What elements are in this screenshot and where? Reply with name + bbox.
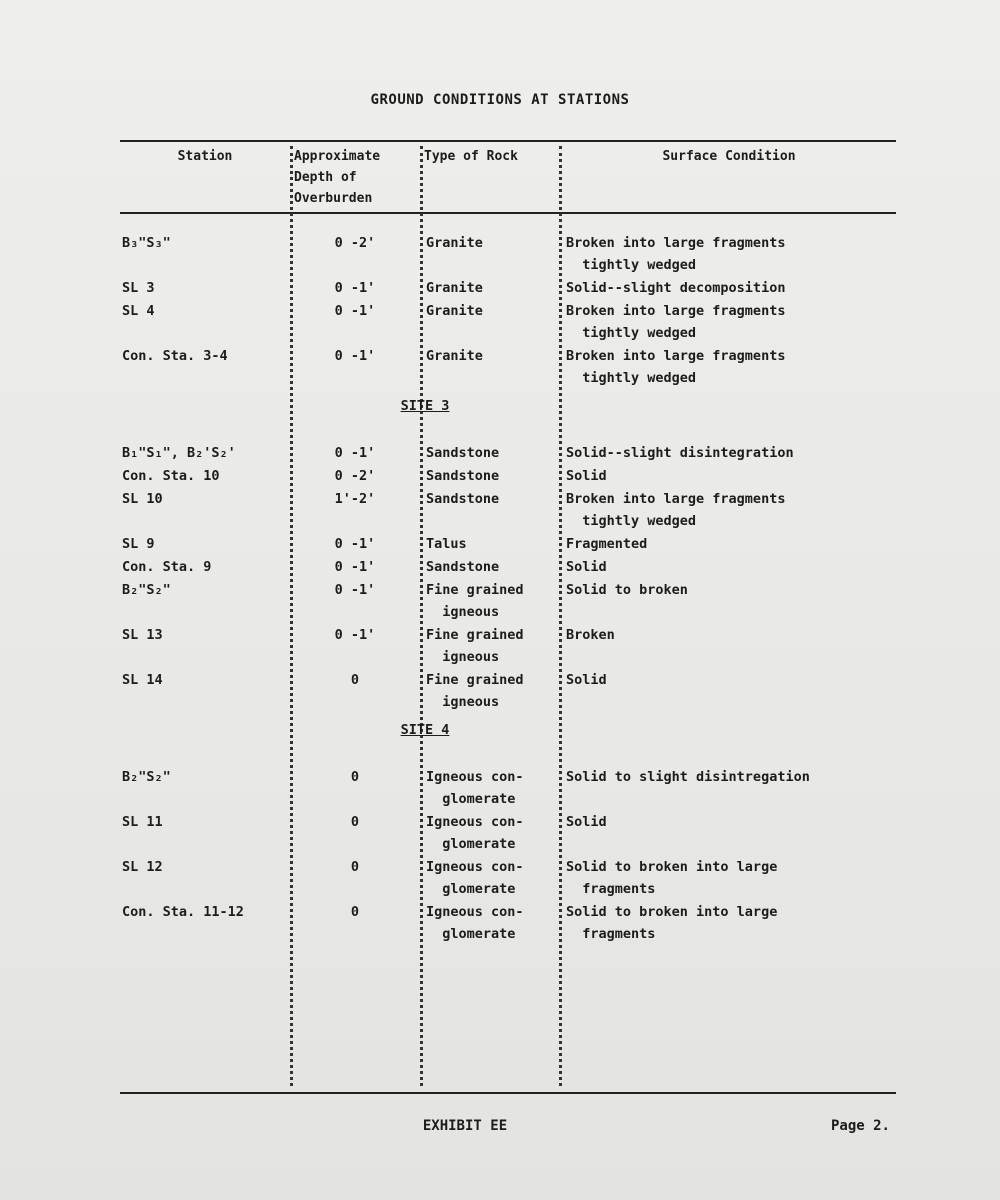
station-cell: Con. Sta. 10 (122, 468, 220, 484)
rock-cell: Granite (426, 348, 483, 364)
rock-cell: Igneous con- glomerate (426, 814, 524, 852)
rock-cell: Fine grained igneous (426, 582, 524, 620)
rock-cell: Fine grained igneous (426, 627, 524, 665)
station-cell: B₂"S₂" (122, 582, 171, 598)
surface-cell: Solid (566, 468, 607, 484)
surface-cell: Solid (566, 814, 607, 830)
exhibit-label: EXHIBIT EE (422, 1118, 508, 1134)
surface-cell: Solid--slight disintegration (566, 445, 794, 461)
station-cell: SL 13 (122, 627, 163, 643)
station-cell: SL 9 (122, 536, 155, 552)
depth-cell: 0 (350, 859, 360, 875)
surface-cell: Solid (566, 559, 607, 575)
depth-cell: 0 -1' (334, 536, 376, 552)
station-cell: SL 12 (122, 859, 163, 875)
station-cell: SL 11 (122, 814, 163, 830)
depth-cell: 0 -1' (334, 348, 376, 364)
rock-cell: Sandstone (426, 491, 500, 507)
rock-cell: Sandstone (426, 445, 500, 461)
page-number: Page 2. (830, 1118, 890, 1134)
rock-cell: Sandstone (426, 559, 500, 575)
station-cell: B₁"S₁", B₂'S₂' (122, 445, 236, 461)
surface-cell: Solid--slight decomposition (566, 280, 786, 296)
station-cell: Con. Sta. 11-12 (122, 904, 244, 920)
site-heading: SITE 4 (400, 722, 450, 738)
depth-cell: 0 (350, 672, 360, 688)
station-cell: Con. Sta. 3-4 (122, 348, 228, 364)
header-station: Station (177, 149, 233, 164)
depth-cell: 0 (350, 904, 360, 920)
document-title: GROUND CONDITIONS AT STATIONS (370, 92, 630, 108)
header-rule (120, 212, 896, 214)
station-cell: SL 3 (122, 280, 155, 296)
header-surface: Surface Condition (662, 149, 796, 164)
rock-cell: Talus (426, 536, 467, 552)
surface-cell: Solid to broken into large fragments (566, 859, 778, 897)
depth-cell: 0 -1' (334, 280, 376, 296)
header-depth: Approximate Depth of Overburden (294, 149, 381, 206)
column-separator (559, 146, 562, 1086)
station-cell: Con. Sta. 9 (122, 559, 212, 575)
depth-cell: 0 (350, 814, 360, 830)
column-separator (420, 146, 423, 1086)
rock-cell: Granite (426, 303, 483, 319)
surface-cell: Solid (566, 672, 607, 688)
surface-cell: Broken into large fragments tightly wedged (566, 348, 786, 386)
surface-cell: Solid to broken into large fragments (566, 904, 778, 942)
surface-cell: Solid to slight disintregation (566, 769, 810, 785)
surface-cell: Solid to broken (566, 582, 688, 598)
depth-cell: 0 -1' (334, 559, 376, 575)
top-rule (120, 140, 896, 142)
surface-cell: Broken into large fragments tightly wedged (566, 235, 786, 273)
station-cell: SL 14 (122, 672, 163, 688)
surface-cell: Fragmented (566, 536, 648, 552)
depth-cell: 0 -1' (334, 582, 376, 598)
station-cell: B₃"S₃" (122, 235, 171, 251)
rock-cell: Granite (426, 235, 483, 251)
depth-cell: 0 (350, 769, 360, 785)
station-cell: SL 4 (122, 303, 155, 319)
rock-cell: Igneous con- glomerate (426, 769, 524, 807)
depth-cell: 0 -1' (334, 445, 376, 461)
rock-cell: Fine grained igneous (426, 672, 524, 710)
rock-cell: Granite (426, 280, 483, 296)
header-rock: Type of Rock (424, 149, 518, 164)
surface-cell: Broken (566, 627, 615, 643)
rock-cell: Igneous con- glomerate (426, 904, 524, 942)
column-separator (290, 146, 293, 1086)
rock-cell: Igneous con- glomerate (426, 859, 524, 897)
station-cell: SL 10 (122, 491, 163, 507)
depth-cell: 0 -2' (334, 468, 376, 484)
site-heading: SITE 3 (400, 398, 450, 414)
surface-cell: Broken into large fragments tightly wedged (566, 303, 786, 341)
bottom-rule (120, 1092, 896, 1094)
depth-cell: 1'-2' (334, 491, 376, 507)
depth-cell: 0 -2' (334, 235, 376, 251)
station-cell: B₂"S₂" (122, 769, 171, 785)
rock-cell: Sandstone (426, 468, 500, 484)
surface-cell: Broken into large fragments tightly wedged (566, 491, 786, 529)
depth-cell: 0 -1' (334, 627, 376, 643)
depth-cell: 0 -1' (334, 303, 376, 319)
